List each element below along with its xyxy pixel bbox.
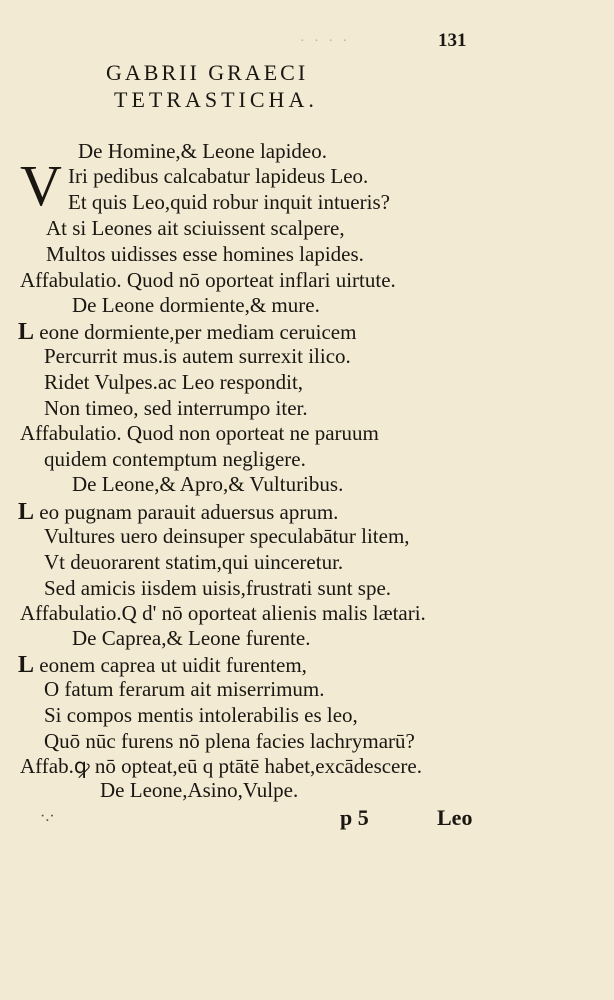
verse-line: Iri pedibus calcabatur lapideus Leo. bbox=[68, 164, 369, 188]
verse-line: Multos uidisses esse homines lapides. bbox=[46, 242, 364, 266]
initial-l: L bbox=[18, 499, 35, 525]
fable-title-4: De Caprea,& Leone furente. bbox=[72, 626, 311, 650]
page-number: 131 bbox=[438, 30, 467, 51]
verse-line: Percurrit mus.is autem surrexit ilico. bbox=[44, 344, 351, 368]
printer-mark: ·.· bbox=[40, 808, 55, 825]
catchword: Leo bbox=[437, 805, 473, 830]
verse-line: Vultures uero deinsuper speculabātur litem, bbox=[44, 524, 410, 548]
moral-line: Affabulatio. Quod nō oporteat inflari uirtute. bbox=[20, 268, 396, 292]
verse-line: O fatum ferarum ait miserrimum. bbox=[44, 677, 325, 701]
fable-title-5: De Leone,Asino,Vulpe. bbox=[100, 778, 299, 802]
verse-line: Si compos mentis intolerabilis es leo, bbox=[44, 703, 358, 727]
verse-line: At si Leones ait sciuissent scalpere, bbox=[46, 216, 345, 240]
moral-line: Affab.ꝙ nō opteat,eū q ptātē habet,excādescere. bbox=[20, 754, 422, 778]
running-head-line2: TETRASTICHA. bbox=[114, 87, 318, 112]
fable-title-1: De Homine,& Leone lapideo. bbox=[78, 139, 328, 163]
running-head-line1: GABRII GRAECI bbox=[106, 60, 309, 85]
verse-line: Et quis Leo,quid robur inquit intueris? bbox=[68, 190, 390, 214]
moral-line: quidem contemptum negligere. bbox=[44, 447, 306, 471]
verse-line: Vt deuorarent statim,qui uinceretur. bbox=[44, 550, 344, 574]
moral-line: Affabulatio.Q d' nō oporteat alienis malis lætari. bbox=[20, 601, 426, 625]
verse-line: Sed amicis iisdem uisis,frustrati sunt spe. bbox=[44, 576, 392, 600]
verse-line: L eo pugnam parauit aduersus aprum. bbox=[18, 499, 339, 525]
initial-l: L bbox=[18, 319, 35, 345]
verse-line: Quō nūc furens nō plena facies lachrymarū? bbox=[44, 729, 415, 753]
verse-line: L eonem caprea ut uidit furentem, bbox=[18, 652, 307, 678]
drop-cap-v: V bbox=[20, 153, 62, 218]
signature-mark: p 5 bbox=[340, 805, 369, 830]
verse-line: Ridet Vulpes.ac Leo respondit, bbox=[44, 370, 304, 394]
verse-line: L eone dormiente,per mediam ceruicem bbox=[18, 319, 357, 345]
moral-line: Affabulatio. Quod non oporteat ne paruum bbox=[20, 421, 379, 445]
bleed-through-text: · · · · bbox=[300, 34, 351, 49]
verse-line: Non timeo, sed interrumpo iter. bbox=[44, 396, 308, 420]
fable-title-3: De Leone,& Apro,& Vulturibus. bbox=[72, 472, 344, 496]
initial-l: L bbox=[18, 652, 35, 678]
fable-title-2: De Leone dormiente,& mure. bbox=[72, 293, 320, 317]
